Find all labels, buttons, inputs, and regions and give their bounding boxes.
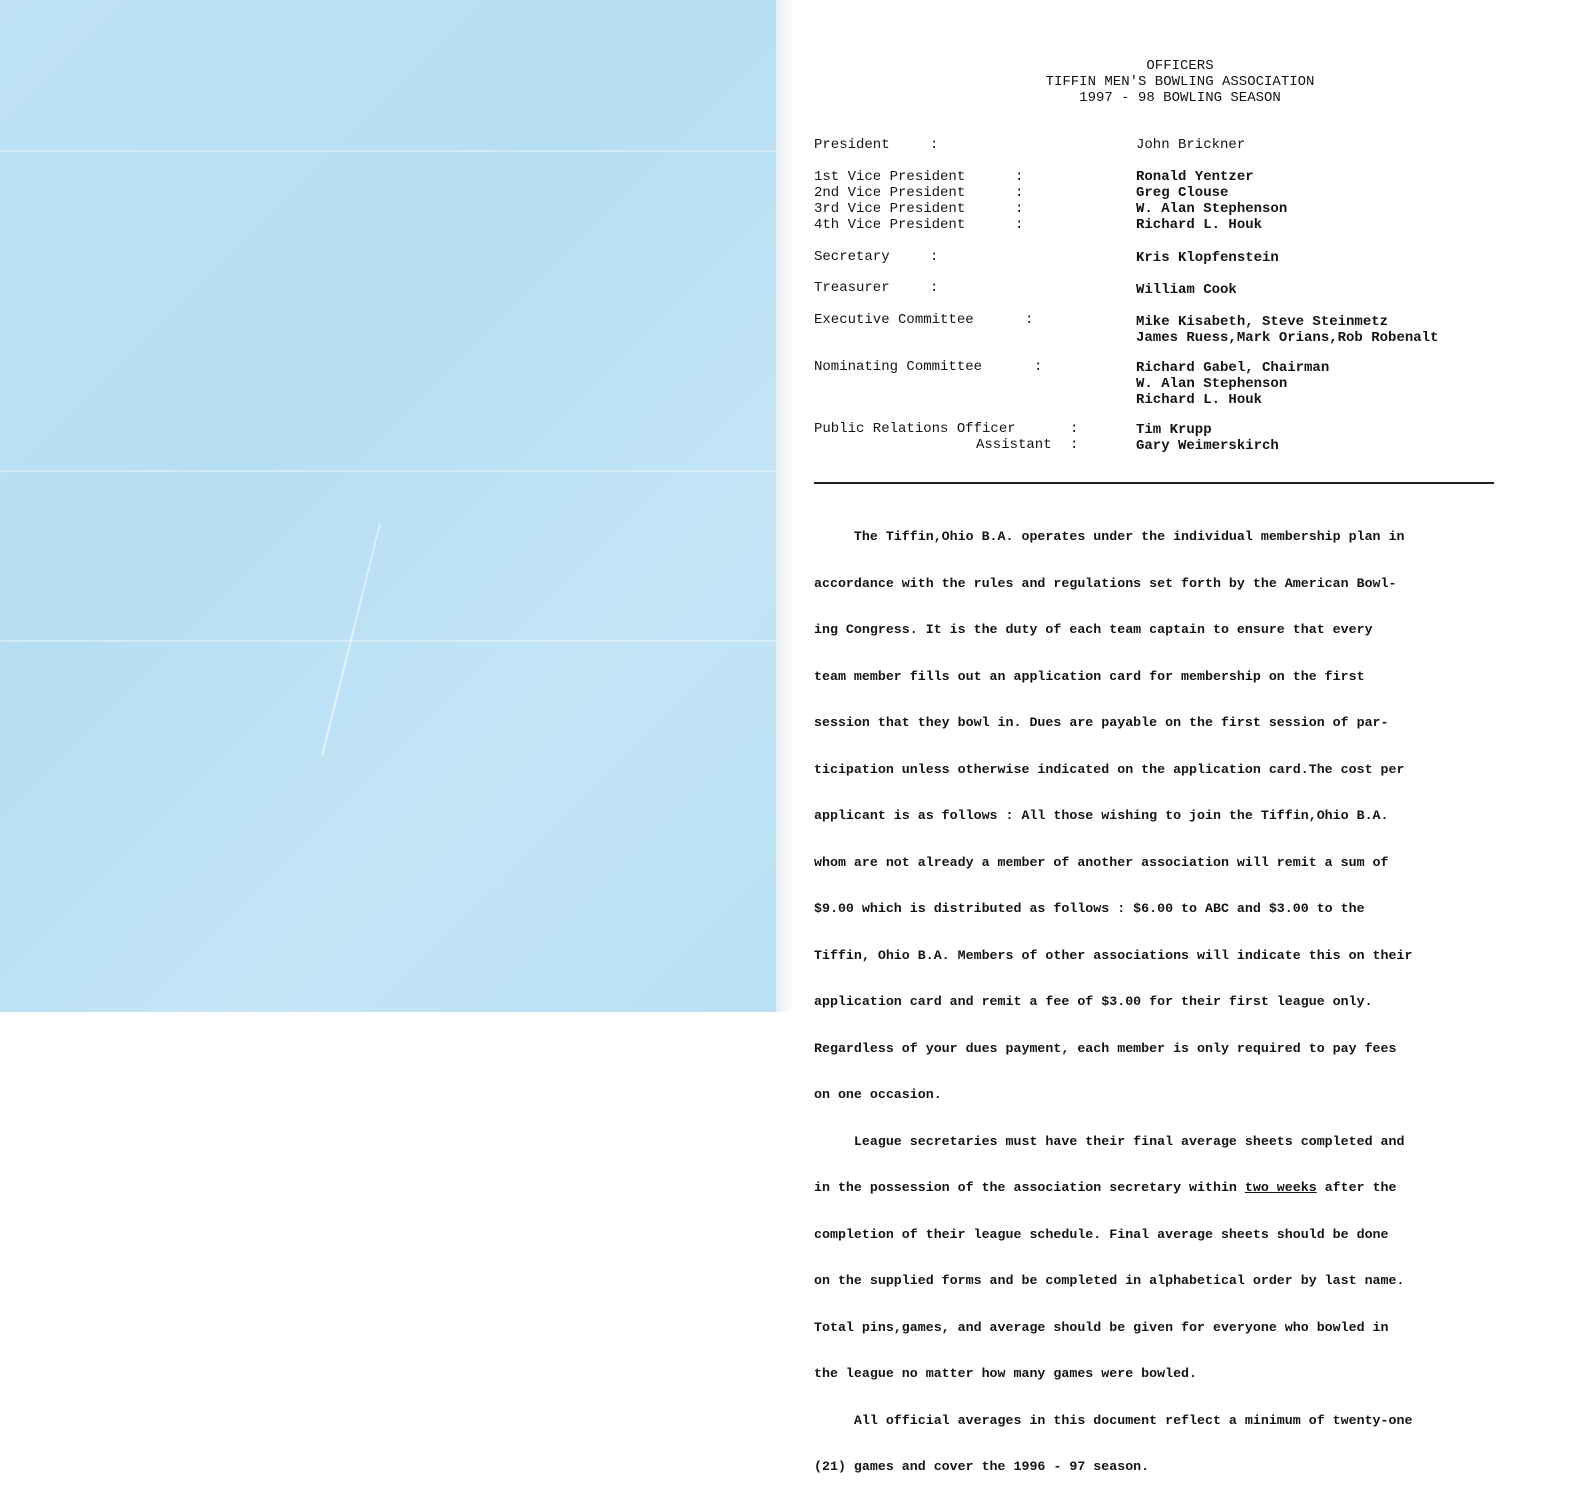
text-segment: after the [1316, 1180, 1397, 1195]
text-line: Tiffin, Ohio B.A. Members of other associations will indicate this on their [814, 947, 1413, 963]
role-vp4: 4th Vice President [814, 217, 966, 233]
colon: : [1015, 217, 1024, 233]
text-line: on the supplied forms and be completed in alphabetical order by last name. [814, 1273, 1405, 1288]
name-public-relations: Tim Krupp [1136, 422, 1212, 438]
text-segment: in the possession of the association secretary within [814, 1180, 1245, 1195]
text-line: All official averages in this document reflect a minimum of twenty-one [814, 1412, 1413, 1428]
text-line: ing Congress. It is the duty of each team captain to ensure that every [814, 622, 1373, 637]
text-line: the league no matter how many games were bowled. [814, 1366, 1198, 1381]
scan-stripe [0, 640, 776, 642]
text-line: accordance with the rules and regulations set forth by the American Bowl- [814, 575, 1397, 591]
name-executive-1: Mike Kisabeth, Steve Steinmetz [1136, 314, 1389, 330]
colon: : [930, 280, 939, 296]
name-president: John Brickner [1136, 137, 1246, 153]
name-vp1: Ronald Yentzer [1136, 169, 1254, 185]
blue-cover-page [0, 0, 776, 1012]
text-line [814, 1180, 1534, 1196]
page-fold [776, 0, 794, 1012]
colon: : [1034, 359, 1043, 375]
text-line: Regardless of your dues payment, each member is only required to pay fees [814, 1040, 1397, 1056]
role-public-relations: Public Relations Officer [814, 421, 1016, 437]
name-vp2: Greg Clouse [1136, 185, 1229, 201]
name-assistant: Gary Weimerskirch [1136, 438, 1279, 454]
membership-text [814, 498, 1534, 1506]
colon: : [1070, 421, 1079, 437]
text-line: ticipation unless otherwise indicated on the application card.The cost per [814, 761, 1405, 777]
name-vp3: W. Alan Stephenson [1136, 201, 1288, 217]
role-secretary: Secretary [814, 249, 890, 265]
name-nominating-3: Richard L. Houk [1136, 392, 1263, 408]
role-vp3: 3rd Vice President [814, 201, 966, 217]
role-assistant: Assistant [976, 437, 1052, 453]
name-executive-2: James Ruess,Mark Orians,Rob Robenalt [1136, 330, 1439, 346]
role-nominating-committee: Nominating Committee [814, 359, 983, 375]
text-line: completion of their league schedule. Final average sheets should be done [814, 1226, 1389, 1242]
role-treasurer: Treasurer [814, 280, 890, 296]
role-executive-committee: Executive Committee [814, 312, 974, 328]
name-nominating-1: Richard Gabel, Chairman [1136, 360, 1330, 376]
colon: : [1015, 169, 1024, 185]
name-treasurer: William Cook [1136, 282, 1237, 298]
text-line: session that they bowl in. Dues are payable on the first session of par- [814, 715, 1389, 730]
colon: : [930, 137, 939, 153]
text-line: whom are not already a member of another association will remit a sum of [814, 854, 1389, 870]
role-president: President [814, 137, 890, 153]
scan-stripe [0, 150, 776, 152]
text-line: League secretaries must have their final average sheets completed and [814, 1133, 1405, 1149]
role-vp1: 1st Vice President [814, 169, 966, 185]
text-line: (21) games and cover the 1996 - 97 season. [814, 1459, 1150, 1474]
text-line: team member fills out an application card for membership on the first [814, 668, 1365, 684]
name-vp4: Richard L. Houk [1136, 217, 1263, 233]
colon: : [1015, 185, 1024, 201]
text-line: on one occasion. [814, 1087, 942, 1102]
text-line: application card and remit a fee of $3.00 for their first league only. [814, 994, 1373, 1009]
text-line: applicant is as follows : All those wishing to join the Tiffin,Ohio B.A. [814, 808, 1389, 823]
officers-page [800, 0, 1560, 1474]
header-season: 1997 - 98 BOWLING SEASON [1079, 90, 1281, 106]
text-line: The Tiffin,Ohio B.A. operates under the individual membership plan in [814, 529, 1405, 544]
page-header [800, 58, 1560, 106]
colon: : [930, 249, 939, 265]
colon: : [1025, 312, 1034, 328]
role-vp2: 2nd Vice President [814, 185, 966, 201]
text-line: Total pins,games, and average should be given for everyone who bowled in [814, 1319, 1389, 1335]
colon: : [1015, 201, 1024, 217]
colon: : [1070, 437, 1079, 453]
header-title: OFFICERS [1146, 58, 1214, 74]
underlined-deadline: two weeks [1244, 1180, 1317, 1195]
divider-rule [814, 482, 1494, 484]
name-nominating-2: W. Alan Stephenson [1136, 376, 1288, 392]
scan-stripe [0, 470, 776, 472]
name-secretary: Kris Klopfenstein [1136, 250, 1279, 266]
text-line: $9.00 which is distributed as follows : $6.00 to ABC and $3.00 to the [814, 901, 1365, 916]
header-association: TIFFIN MEN'S BOWLING ASSOCIATION [1045, 74, 1315, 90]
